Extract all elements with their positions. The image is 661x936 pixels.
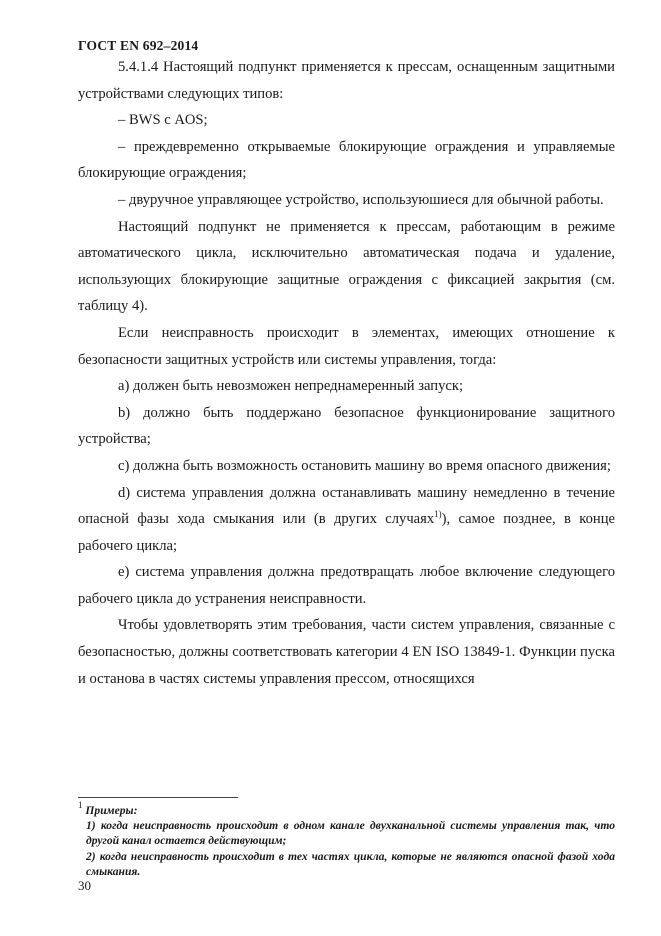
footnote-divider (78, 797, 238, 798)
list-item-d-text-end: ), самое позднее, в конце рабочего цикла; (78, 511, 615, 554)
footnote-marker: 1 (78, 800, 83, 810)
list-item-a: a) должен быть невозможен непреднамеренный запуск; (118, 378, 464, 395)
list-item-d-text: d) система управления должна останавливать машину немедленно в течение опасной фазы хода смыкания или (в других случаях (78, 484, 615, 528)
paragraph-5-4-1-4: 5.4.1.4 Настоящий подпункт применяется к прессам, оснащенным защитными устройствами следующих типов: (78, 59, 615, 102)
footnote-reference: 1) (434, 509, 442, 520)
document-body (78, 54, 615, 692)
paragraph-fault: Если неисправность происходит в элементах, имеющих отношение к безопасности защитных устройств или системы управления, тогда: (78, 324, 615, 368)
list-item-bws: – BWS с AOS; (118, 112, 208, 129)
list-item-b: b) должно быть поддержано безопасное функционирование защитного устройства; (78, 404, 615, 448)
footnote-title: $^1$ Примеры: (78, 800, 138, 817)
list-item-guards: – преждевременно открываемые блокирующие ограждения и управляемые блокирующие ограждения; (78, 138, 615, 182)
footnote-item-1: 1) когда неисправность происходит в одном канале двухканальной системы управления так, что другой канал остается действующим; (86, 819, 615, 848)
list-item-two-hand: – двуручное управляющее устройство, используюшиеся для обычной работы. (118, 191, 604, 208)
page-number: 30 (78, 878, 91, 893)
document-header: ГОСТ EN 692–2014 (78, 38, 199, 53)
list-item-e: e) система управления должна предотвращать любое включение следующего рабочего цикла до устранения неисправности. (78, 564, 615, 607)
paragraph-requirements: Чтобы удовлетворять этим требования, части систем управления, связанные с безопасностью, должны соответствовать категории 4 EN ISO 13849-1. Функции пуска и останова в частях системы управления прессом, относящихся (78, 617, 615, 687)
paragraph-not-applicable: Настоящий подпункт не применяется к прессам, работающим в режиме автоматического цикла, исключительно автоматическая подача и удаление, использующих блокирующие защитные ограждения с фиксацией закрытия (см. таблицу 4). (78, 218, 615, 315)
footnote-item-2: 2) когда неисправность происходит в тех частях цикла, которые не являются опасной фазой хода смыкания. (86, 849, 615, 878)
list-item-d (78, 480, 615, 560)
footnote (78, 800, 615, 879)
list-item-c: c) должна быть возможность остановить машину во время опасного движения; (118, 457, 611, 474)
